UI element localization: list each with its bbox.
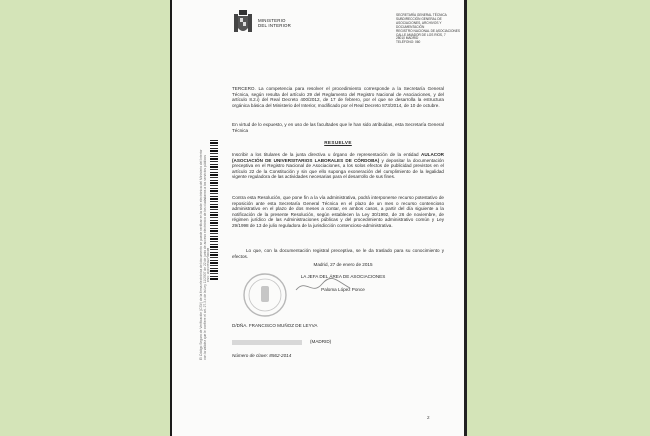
barcode-image [210, 140, 218, 280]
reference-number: Número de clave: 8562-2014 [232, 353, 292, 358]
recipient-name: D/DÑA. FRANCISCO MUÑOZ DE LEYVA [232, 323, 318, 328]
signatory-name: Paloma López Ponce [321, 287, 365, 292]
paragraph-en-virtud: En virtud de lo expuesto, y en uso de las facultades que le han sido atribuidas, esta Secretaría General Técnica [232, 122, 444, 133]
secretaria-line: CALLE AMADOR DE LOS RÍOS, 7 [396, 32, 446, 37]
official-seal [242, 272, 288, 318]
secretaria-line: DOCUMENTACIÓN [396, 24, 425, 29]
recipient-city: (MADRID) [310, 339, 332, 344]
entity-name: AULACOR (ASOCIACIÓN DE UNIVERSITARIOS LABORALES DE CÓRDOBA) [232, 152, 444, 163]
coat-of-arms-icon [232, 10, 254, 36]
signature-title: LA JEFA DEL ÁREA DE ASOCIACIONES [300, 274, 386, 279]
inscribir-text-cont: y depositar la documentación preceptiva en el Registro Nacional de Asociaciones, a los solos efectos de publicidad previstos en el artículo 22 de la Constitución y sin que ello suponga exoneración del cumplimiento de la legalidad vigente reguladora de las actividades necesarias para el desarrollo de sus fines. [232, 157, 444, 180]
csv-margin-text [200, 0, 208, 360]
margin-line-2: con la validez que le confiere el art. 27.3.c de la Ley 11/2007 de 22 de junio de acceso electrónico de los ciudadanos a los servicios públicos [202, 154, 207, 360]
paragraph-tercero: TERCERO. La competencia para resolver el procedimiento corresponde a la Secretaría General Técnica, según resulta del artículo 29 del Reglamento del Registro Nacional de Asociaciones, y del artículo 8.2.i) del Real Decreto 400/2012, de 17 de febrero, por el que se desarrolla la estructura orgánica básica del Ministerio del Interior, modificado por el Real Decreto 873/2014, de 10 de octubre. [232, 86, 444, 108]
page-right-edge [464, 0, 467, 436]
secretaria-block [396, 14, 460, 45]
ministry-name [258, 18, 291, 28]
secretaria-line: SECRETARÍA GENERAL TÉCNICA [396, 13, 447, 17]
secretaria-line: 28010 MADRID [396, 36, 419, 41]
resuelve-heading: RESUELVE [324, 140, 352, 145]
signature-date: Madrid, 27 de enero de 2015 [313, 262, 373, 267]
page-number: 2 [427, 415, 430, 420]
ministry-line-1: MINISTERIO [258, 18, 286, 23]
paragraph-recurso: Contra esta Resolución, que pone fin a la vía administrativa, podrá interponerse recurso potestativo de reposición ante esta Secretaría General Técnica en el plazo de un mes o recurso contencioso administrativo en el plazo de dos meses a contar, en ambos casos, a partir del día siguiente a la notificación de la presente Resolución, según establecen la Ley 30/1992, de 26 de noviembre, de régimen jurídico de las Administraciones públicas y del procedimiento administrativo común y Ley 29/1998 de 13 de julio reguladora de la jurisdicción contencioso-administrativa. [232, 195, 444, 228]
ministry-line-2: DEL INTERIOR [258, 23, 291, 29]
secretaria-line: TELÉFONO: 060 [396, 40, 421, 45]
paragraph-inscribir [232, 152, 444, 180]
redacted-address [232, 340, 302, 345]
secretaria-line: REGISTRO NACIONAL DE ASOCIACIONES [396, 28, 460, 33]
handwritten-signature [288, 272, 358, 300]
margin-line-1: El Código Seguro de Verificación (CSV) de la firma electrónica del documento se puede verificar en la sede electrónica del Ministerio del Interior [199, 149, 203, 360]
barcode-label: CSV: 3QCV7NGXYRD4B [206, 247, 210, 282]
secretaria-line: SUBDIRECCIÓN GENERAL DE [396, 16, 442, 21]
paragraph-traslado: Lo que, con la documentación registral preceptiva, se le da traslado para su conocimiento y efectos. [232, 248, 444, 259]
inscribir-text: Inscribir a los titulares de la junta directiva u órgano de representación de la entidad [232, 152, 422, 157]
secretaria-line: ASOCIACIONES, ARCHIVOS Y [396, 20, 442, 25]
